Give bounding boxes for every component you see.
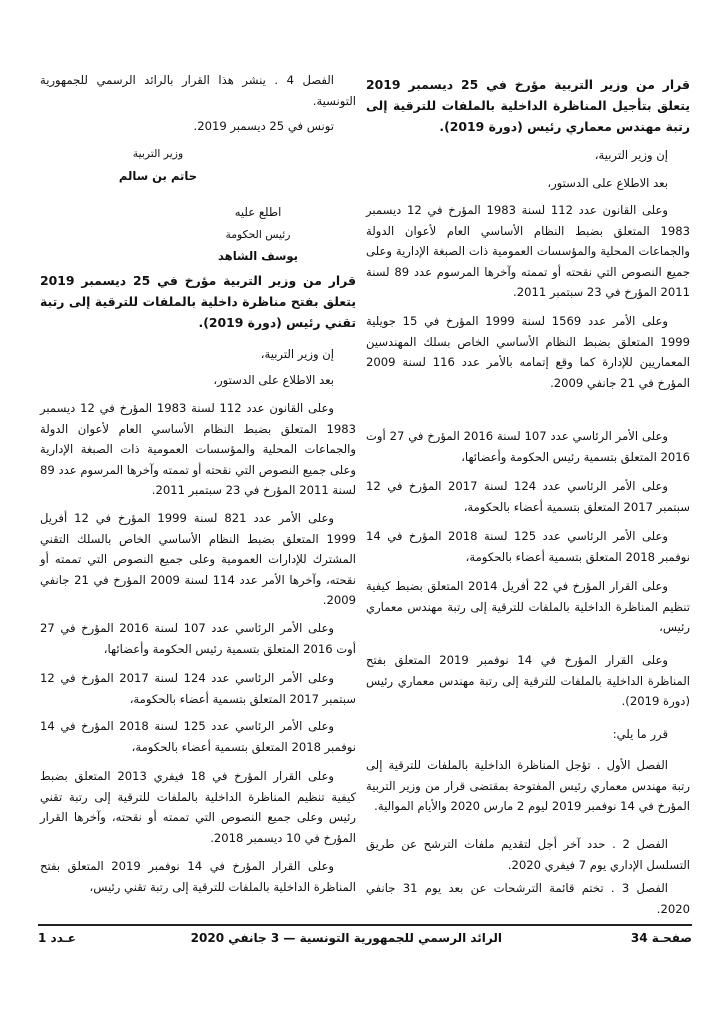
intro: إن وزير التربية، <box>594 148 668 162</box>
date-place: تونس في 25 ديسمبر 2019. <box>193 119 334 133</box>
constitution-clause: بعد الاطلاع على الدستور، <box>547 176 668 190</box>
decree-title-architect: قرار من وزير التربية مؤرخ في 25 ديسمبر 2019 يتعلق بتأجيل المناظرة الداخلية بالملفات للترقية إلى رتبة مهندس معماري رئيس (دورة 2019). <box>366 77 690 134</box>
paragraph: وعلى القرار المؤرخ في 14 نوفمبر 2019 المتعلق بفتح المناظرة الداخلية بالملفات للترقية إلى رتبة تقني رئيس، <box>40 859 356 894</box>
paragraph: وعلى الأمر الرئاسي عدد 107 لسنة 2016 المؤرخ في 27 أوت 2016 المتعلق بتسمية رئيس الحكومة وأعضائها، <box>366 429 690 464</box>
paragraph: وعلى القرار المؤرخ في 14 نوفمبر 2019 المتعلق بفتح المناظرة الداخلية بالملفات للترقية إلى رتبة مهندس معماري رئيس (دورة 2019). <box>366 653 690 708</box>
intro: إن وزير التربية، <box>260 347 334 361</box>
issue-number: عـدد 1 <box>38 931 76 945</box>
paragraph: وعلى الأمر الرئاسي عدد 125 لسنة 2018 المؤرخ في 14 نوفمبر 2018 المتعلق بتسمية أعضاء بالحكومة، <box>40 719 356 754</box>
article-2: الفصل 2 . حدد آخر أجل لتقديم ملفات الترشح عن طريق التسلسل الإداري يوم 7 فيفري 2020. <box>366 837 690 872</box>
paragraph: وعلى الأمر الرئاسي عدد 124 لسنة 2017 المؤرخ في 12 سبتمبر 2017 المتعلق بتسمية أعضاء بالحكومة، <box>366 479 690 514</box>
paragraph: وعلى القرار المؤرخ في 18 فيفري 2013 المتعلق بضبط كيفية تنظيم المناظرة الداخلية بالملفات للترقية إلى رتبة تقني رئيس وعلى جميع النصوص التي تممته أو نقحته، وآخرها القرار المؤرخ في 10 ديسمبر 2018. <box>40 769 356 845</box>
paragraph: وعلى الأمر الرئاسي عدد 125 لسنة 2018 المؤرخ في 14 نوفمبر 2018 المتعلق بتسمية أعضاء بالحكومة، <box>366 529 690 564</box>
paragraph: وعلى الأمر عدد 821 لسنة 1999 المؤرخ في 12 أفريل 1999 المتعلق بضبط النظام الأساسي الخاص بالسلك التقني المشترك للإدارات العمومية وعلى جميع النصوص التي تممته أو نقحته، وآخرها الأمر عدد 114 لسنة 2009 المؤرخ في 21 جانفي 2009. <box>40 511 356 607</box>
article-4: الفصل 4 . ينشر هذا القرار بالرائد الرسمي للجمهورية التونسية. <box>40 73 356 108</box>
journal-title-date: الرائد الرسمي للجمهورية التونسية — 3 جانفي 2020 <box>190 931 502 945</box>
decides-heading: قرر ما يلي: <box>612 727 668 741</box>
pm-name: يوسف الشاهد <box>217 249 299 263</box>
decree-title-technician: قرار من وزير التربية مؤرخ في 25 ديسمبر 2019 يتعلق بفتح مناظرة داخلية بالملفات للترقية إلى رتبة تقني رئيس (دورة 2019). <box>40 273 356 330</box>
seen-label: اطلع عليه <box>234 205 282 219</box>
paragraph: وعلى الأمر الرئاسي عدد 124 لسنة 2017 المؤرخ في 12 سبتمبر 2017 المتعلق بتسمية أعضاء بالحكومة، <box>40 671 356 706</box>
page-number: صفحـة 34 <box>630 931 692 945</box>
paragraph: وعلى الأمر الرئاسي عدد 107 لسنة 2016 المؤرخ في 27 أوت 2016 المتعلق بتسمية رئيس الحكومة وأعضائها، <box>40 621 356 656</box>
paragraph: وعلى القانون عدد 112 لسنة 1983 المؤرخ في 12 ديسمبر 1983 المتعلق بضبط النظام الأساسي العام لأعوان الدولة والجماعات المحلية والمؤسسات العمومية ذات الصبغة الإدارية وعلى جميع النصوص التي نقحته أو تممته وآخرها المرسوم عدد 89 لسنة 2011 المؤرخ في 23 سبتمبر 2011. <box>366 203 690 299</box>
article-3: الفصل 3 . تختم قائمة الترشحات عن بعد يوم 31 جانفي 2020. <box>366 881 690 916</box>
article-1: الفصل الأول . تؤجل المناظرة الداخلية بالملفات للترقية إلى رتبة مهندس معماري رئيس المفتوحة بمقتضى قرار من وزير التربية المؤرخ في 14 نوفمبر 2019 ليوم 2 مارس 2020 والأيام الموالية. <box>366 758 690 813</box>
paragraph: وعلى القانون عدد 112 لسنة 1983 المؤرخ في 12 ديسمبر 1983 المتعلق بضبط النظام الأساسي العام لأعوان الدولة والجماعات المحلية والمؤسسات العمومية ذات الصبغة الإدارية وعلى جميع النصوص التي نقحته أو تممته وآخرها المرسوم عدد 89 لسنة 2011 المؤرخ في 23 سبتمبر 2011. <box>40 401 356 497</box>
minister-title: وزير التربية <box>132 147 184 160</box>
footer-divider <box>38 924 692 926</box>
pm-title: رئيس الحكومة <box>225 228 291 241</box>
constitution-clause: بعد الاطلاع على الدستور، <box>213 373 334 387</box>
minister-name: حاتم بن سالم <box>118 169 198 183</box>
paragraph: وعلى القرار المؤرخ في 22 أفريل 2014 المتعلق بضبط كيفية تنظيم المناظرة الداخلية بالملفات للترقية إلى رتبة مهندس معماري رئيس، <box>366 579 690 634</box>
paragraph: وعلى الأمر عدد 1569 لسنة 1999 المؤرخ في 15 جويلية 1999 المتعلق بضبط النظام الأساسي الخاص بسلك المهندسين المعماريين للإدارة كما وقع إتمامه بالأمر عدد 116 لسنة 2009 المؤرخ في 21 جانفي 2009. <box>366 314 691 390</box>
page-footer <box>38 931 692 951</box>
